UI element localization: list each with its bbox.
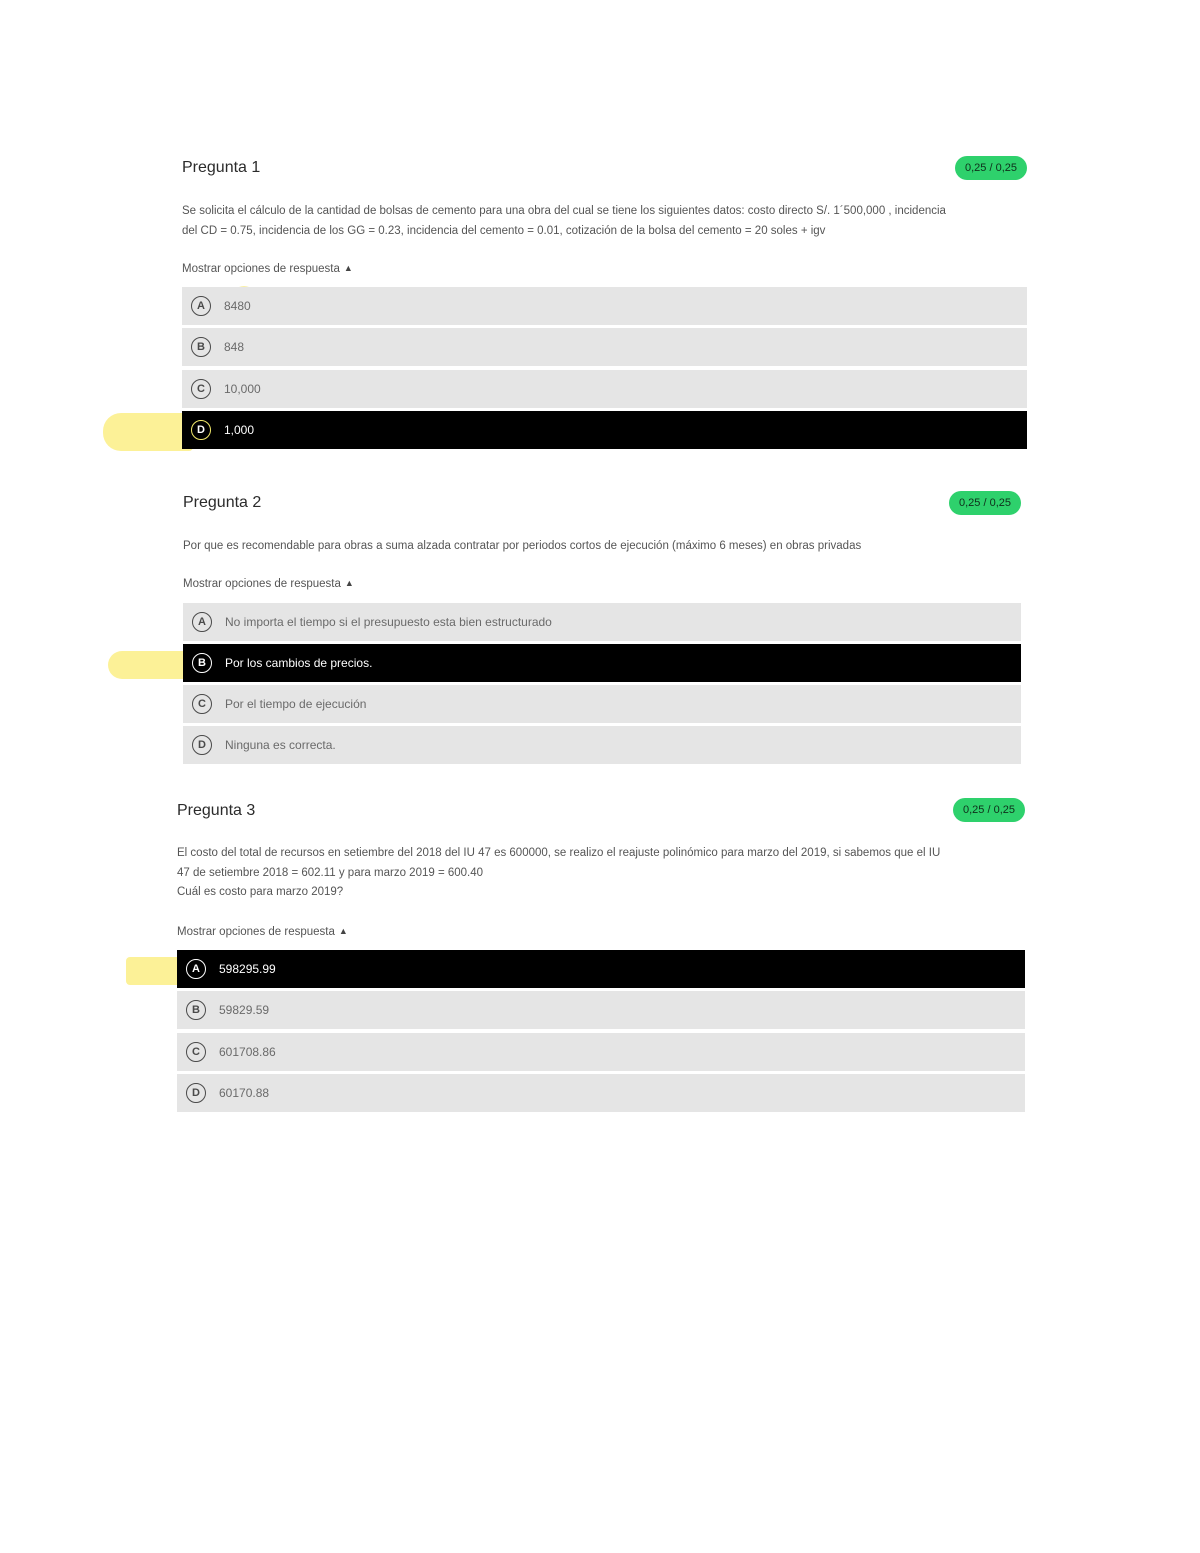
question-text-line: Se solicita el cálculo de la cantidad de bolsas de cemento para una obra del cual se tiene los siguientes datos: costo directo S/. 1´500,000 , incidencia (182, 205, 946, 217)
option-text: 10,000 (224, 382, 261, 396)
answer-option-a[interactable] (183, 603, 1021, 641)
option-text: 598295.99 (219, 962, 276, 976)
option-letter-badge: D (191, 420, 211, 440)
answer-option-b-selected[interactable] (183, 644, 1021, 682)
toggle-label: Mostrar opciones de respuesta (182, 263, 340, 275)
answer-option-d[interactable] (183, 726, 1021, 764)
option-letter-badge: C (186, 1042, 206, 1062)
option-letter-badge: C (191, 379, 211, 399)
answer-option-c[interactable] (183, 685, 1021, 723)
option-text: 601708.86 (219, 1045, 276, 1059)
question-text (182, 202, 946, 241)
answer-option-a[interactable] (182, 287, 1027, 325)
chevron-up-icon: ▲ (344, 578, 354, 588)
question-text (183, 537, 861, 557)
show-options-toggle[interactable] (177, 926, 348, 938)
question-text-line: 47 de setiembre 2018 = 602.11 y para marzo 2019 = 600.40 (177, 866, 484, 879)
option-letter-badge: B (186, 1000, 206, 1020)
chevron-up-icon: ▲ (343, 263, 353, 273)
option-letter-badge: B (192, 653, 212, 673)
answer-option-d-selected[interactable] (182, 411, 1027, 449)
option-text: 1,000 (224, 423, 255, 437)
option-text: Por el tiempo de ejecución (225, 697, 367, 711)
question-title: Pregunta 1 (182, 159, 261, 176)
option-letter-badge: A (191, 296, 211, 316)
toggle-label: Mostrar opciones de respuesta (183, 578, 341, 590)
answer-option-b[interactable] (182, 328, 1027, 366)
option-letter-badge: A (186, 959, 206, 979)
question-text-line: El costo del total de recursos en setiembre del 2018 del IU 47 es 600000, se realizo el reajuste polinómico para marzo del 2019, si sabemos que el IU (177, 847, 941, 859)
score-badge: 0,25 / 0,25 (953, 798, 1025, 822)
highlight-mark-q2 (108, 651, 194, 679)
chevron-up-icon: ▲ (338, 926, 348, 936)
highlight-mark-q1 (103, 413, 193, 451)
toggle-label: Mostrar opciones de respuesta (177, 926, 335, 938)
question-text-line: Cuál es costo para marzo 2019? (177, 886, 344, 898)
question-title: Pregunta 2 (183, 494, 262, 511)
answer-option-c[interactable] (177, 1033, 1025, 1071)
option-text: Por los cambios de precios. (225, 656, 373, 670)
answer-option-d[interactable] (177, 1074, 1025, 1112)
option-letter-badge: B (191, 337, 211, 357)
question-text-line: Por que es recomendable para obras a suma alzada contratar por periodos cortos de ejecución (máximo 6 meses) en obras privadas (183, 540, 862, 552)
answer-option-a-selected[interactable] (177, 950, 1025, 988)
show-options-toggle[interactable] (183, 578, 354, 590)
option-text: 60170.88 (219, 1086, 270, 1100)
option-text: No importa el tiempo si el presupuesto esta bien estructurado (225, 615, 552, 629)
question-text (177, 844, 940, 903)
answer-option-b[interactable] (177, 991, 1025, 1029)
question-title: Pregunta 3 (177, 802, 256, 819)
option-text: Ninguna es correcta. (225, 738, 336, 752)
question-text-line: del CD = 0.75, incidencia de los GG = 0.23, incidencia del cemento = 0.01, cotización de la bolsa del cemento = 20 soles + igv (182, 224, 826, 237)
option-text: 848 (224, 340, 245, 354)
score-badge: 0,25 / 0,25 (949, 491, 1021, 515)
option-text: 8480 (224, 299, 251, 313)
option-letter-badge: A (192, 612, 212, 632)
answer-option-c[interactable] (182, 370, 1027, 408)
option-letter-badge: D (186, 1083, 206, 1103)
show-options-toggle[interactable] (182, 263, 353, 275)
score-badge: 0,25 / 0,25 (955, 156, 1027, 180)
option-text: 59829.59 (219, 1003, 270, 1017)
option-letter-badge: C (192, 694, 212, 714)
option-letter-badge: D (192, 735, 212, 755)
